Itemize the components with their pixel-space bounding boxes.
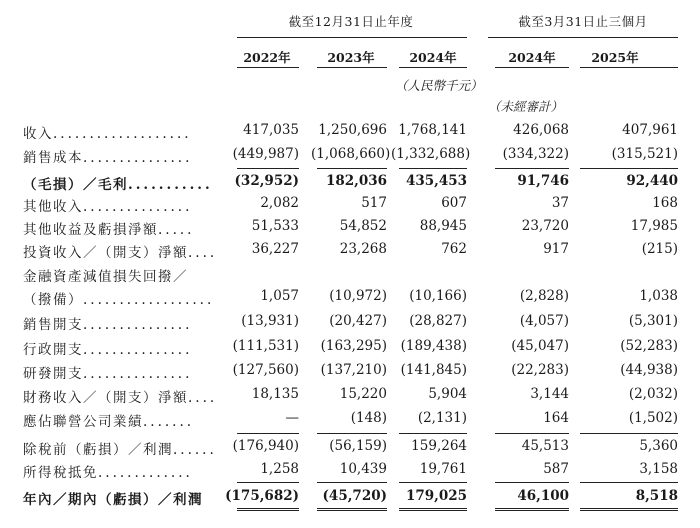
row-value: (189,438)	[400, 338, 467, 354]
row-value: (56,159)	[329, 438, 387, 454]
row-label-text: （毛損）／毛利	[23, 177, 128, 193]
row-leader-dots: ...................	[53, 126, 192, 142]
row-leader-dots: ....	[188, 245, 218, 261]
row-value: 17,985	[630, 218, 678, 234]
row-label-text: 應佔聯營公司業績	[23, 414, 143, 430]
row-label	[23, 122, 192, 142]
row-label-text: （撥備）	[23, 292, 83, 308]
row-label-text: 銷售開支	[23, 317, 83, 333]
row-value: (141,845)	[400, 362, 467, 378]
row-value: 2,082	[260, 195, 299, 211]
rule-final-2022	[237, 508, 299, 511]
row-label	[23, 218, 194, 238]
row-value: 46,100	[517, 488, 569, 504]
rule-pretax-2025q	[580, 433, 678, 434]
rule-subtotal-2022	[237, 168, 299, 169]
row-value: 1,250,696	[318, 122, 387, 138]
row-label-text: 收入	[23, 126, 53, 142]
rule-total-2025q	[580, 482, 678, 483]
row-label	[23, 362, 192, 382]
row-value: 3,158	[639, 461, 678, 477]
row-value: 417,035	[243, 122, 299, 138]
row-value: 91,746	[517, 173, 569, 189]
row-leader-dots: ......	[173, 442, 217, 458]
row-value: 159,264	[411, 438, 467, 454]
rule-pretax-2024q	[495, 433, 569, 434]
row-value: 19,761	[419, 461, 467, 477]
row-value: 88,945	[419, 218, 467, 234]
row-value: (4,057)	[519, 313, 569, 329]
row-value: (1,332,688)	[391, 146, 471, 162]
row-value: (315,521)	[611, 146, 678, 162]
row-label-text: 除稅前（虧損）／利潤	[23, 442, 173, 458]
rule-subtotal-2025q	[580, 168, 678, 169]
unit-label: （人民幣千元）	[395, 78, 483, 93]
row-value: 8,518	[635, 488, 678, 504]
row-value: 92,440	[626, 173, 678, 189]
row-value: (148)	[350, 410, 387, 426]
row-value: (449,987)	[232, 146, 299, 162]
row-label	[23, 265, 188, 285]
row-value: (20,427)	[329, 313, 387, 329]
row-value: (1,068,660)	[311, 146, 391, 162]
row-value: (2,131)	[417, 410, 467, 426]
row-value: (52,283)	[620, 338, 678, 354]
row-value: 435,453	[405, 173, 467, 189]
year-2022: 2022年	[243, 50, 291, 65]
year-underline-2023	[317, 67, 387, 68]
row-label-text: 投資收入／（開支）淨額	[23, 245, 188, 261]
row-label-text: 金融資產減值損失回撥／	[23, 269, 188, 285]
row-label-text: 所得稅抵免	[23, 465, 98, 481]
row-value: 1,258	[260, 461, 299, 477]
unaudited-label: （未經審計）	[488, 99, 564, 114]
row-value: (2,032)	[628, 386, 678, 402]
row-leader-dots: ...........	[128, 177, 213, 193]
row-leader-dots: ...............	[83, 150, 193, 166]
row-value: (45,047)	[511, 338, 569, 354]
row-value: 168	[652, 195, 678, 211]
rule-total-2023	[317, 482, 387, 483]
row-leader-dots: .......	[143, 414, 195, 430]
row-value: 1,038	[639, 288, 678, 304]
row-value: (175,682)	[225, 488, 299, 504]
row-label	[23, 410, 194, 430]
row-label-text: 其他收入	[23, 199, 83, 215]
year-underline-2025q	[580, 67, 678, 68]
row-leader-dots: ...............	[83, 366, 193, 382]
year-underline-2024	[399, 67, 467, 68]
rule-final-2024	[399, 508, 467, 511]
row-value: 917	[543, 241, 569, 257]
rule-pretax-2024	[399, 433, 467, 434]
row-value: 10,439	[339, 461, 387, 477]
rule-subtotal-2024	[399, 168, 467, 169]
row-value: (22,283)	[511, 362, 569, 378]
row-value: (32,952)	[234, 173, 299, 189]
row-value: 23,720	[521, 218, 569, 234]
row-value: (137,210)	[320, 362, 387, 378]
row-leader-dots: .....	[158, 222, 195, 238]
row-value: 23,268	[339, 241, 387, 257]
row-value: (5,301)	[628, 313, 678, 329]
rule-final-2024q	[495, 508, 569, 511]
rule-total-2024q	[495, 482, 569, 483]
row-value: (10,972)	[329, 288, 387, 304]
row-leader-dots: ...............	[83, 317, 193, 333]
row-value: 762	[441, 241, 467, 257]
row-value: 1,057	[260, 288, 299, 304]
row-value: 3,144	[530, 386, 569, 402]
row-label-text: 年內／期內（虧損）／利潤	[23, 492, 203, 508]
row-value: 45,513	[521, 438, 569, 454]
year-underline-2022	[237, 67, 299, 68]
row-value: 517	[361, 195, 387, 211]
row-value: 426,068	[513, 122, 569, 138]
row-value: (215)	[641, 241, 678, 257]
row-value: (127,560)	[232, 362, 299, 378]
row-value: (13,931)	[241, 313, 299, 329]
row-label	[23, 288, 214, 308]
row-label	[23, 488, 203, 508]
row-value: (176,940)	[232, 438, 299, 454]
row-value: 182,036	[325, 173, 387, 189]
row-leader-dots: ..................	[83, 292, 215, 308]
year-underline-2024q	[495, 67, 569, 68]
row-value: —	[285, 410, 299, 426]
row-label-text: 銷售成本	[23, 150, 83, 166]
row-label	[23, 173, 213, 193]
row-label	[23, 146, 192, 166]
rule-final-2023	[317, 508, 387, 511]
rule-final-2025q	[580, 508, 678, 511]
group-header-quarter: 截至3月31日止三個月	[518, 14, 648, 29]
row-label	[23, 195, 192, 215]
row-value: (10,166)	[409, 288, 467, 304]
row-value: (45,720)	[322, 488, 387, 504]
row-value: (163,295)	[320, 338, 387, 354]
row-leader-dots: ...............	[83, 342, 193, 358]
row-value: 5,904	[428, 386, 467, 402]
row-value: (334,322)	[502, 146, 569, 162]
row-label	[23, 386, 217, 406]
row-leader-dots: .............	[98, 465, 193, 481]
rule-subtotal-2023	[317, 168, 387, 169]
row-value: (28,827)	[409, 313, 467, 329]
row-value: 15,220	[339, 386, 387, 402]
row-value: 164	[543, 410, 569, 426]
row-value: 51,533	[251, 218, 299, 234]
row-leader-dots: ....	[188, 390, 218, 406]
year-2024-q: 2024年	[508, 50, 556, 65]
rule-pretax-2023	[317, 433, 387, 434]
row-label-text: 研發開支	[23, 366, 83, 382]
year-2023: 2023年	[327, 50, 375, 65]
row-value: 1,768,141	[398, 122, 467, 138]
row-value: (111,531)	[232, 338, 299, 354]
row-value: 607	[441, 195, 467, 211]
row-value: 179,025	[405, 488, 467, 504]
row-value: (44,938)	[620, 362, 678, 378]
rule-pretax-2022	[237, 433, 299, 434]
group-underline-q	[488, 37, 678, 38]
row-value: (1,502)	[628, 410, 678, 426]
row-label	[23, 313, 192, 333]
row-value: 407,961	[622, 122, 678, 138]
year-2024: 2024年	[409, 50, 457, 65]
row-value: 37	[551, 195, 569, 211]
row-label-text: 其他收益及虧損淨額	[23, 222, 158, 238]
group-header-fiscal-year: 截至12月31日止年度	[288, 14, 414, 29]
row-value: 5,360	[639, 438, 678, 454]
rule-total-2024	[399, 482, 467, 483]
row-label-text: 財務收入／（開支）淨額	[23, 390, 188, 406]
row-label	[23, 438, 217, 458]
row-value: 36,227	[251, 241, 299, 257]
row-value: (2,828)	[519, 288, 569, 304]
row-value: 54,852	[339, 218, 387, 234]
rule-total-2022	[237, 482, 299, 483]
group-underline-fy	[237, 37, 467, 38]
row-label	[23, 241, 217, 261]
row-label	[23, 338, 192, 358]
row-value: 587	[543, 461, 569, 477]
row-label	[23, 461, 193, 481]
year-2025-q: 2025年	[591, 50, 639, 65]
rule-subtotal-2024q	[495, 168, 569, 169]
row-value: 18,135	[251, 386, 299, 402]
row-leader-dots: ...............	[83, 199, 193, 215]
row-label-text: 行政開支	[23, 342, 83, 358]
